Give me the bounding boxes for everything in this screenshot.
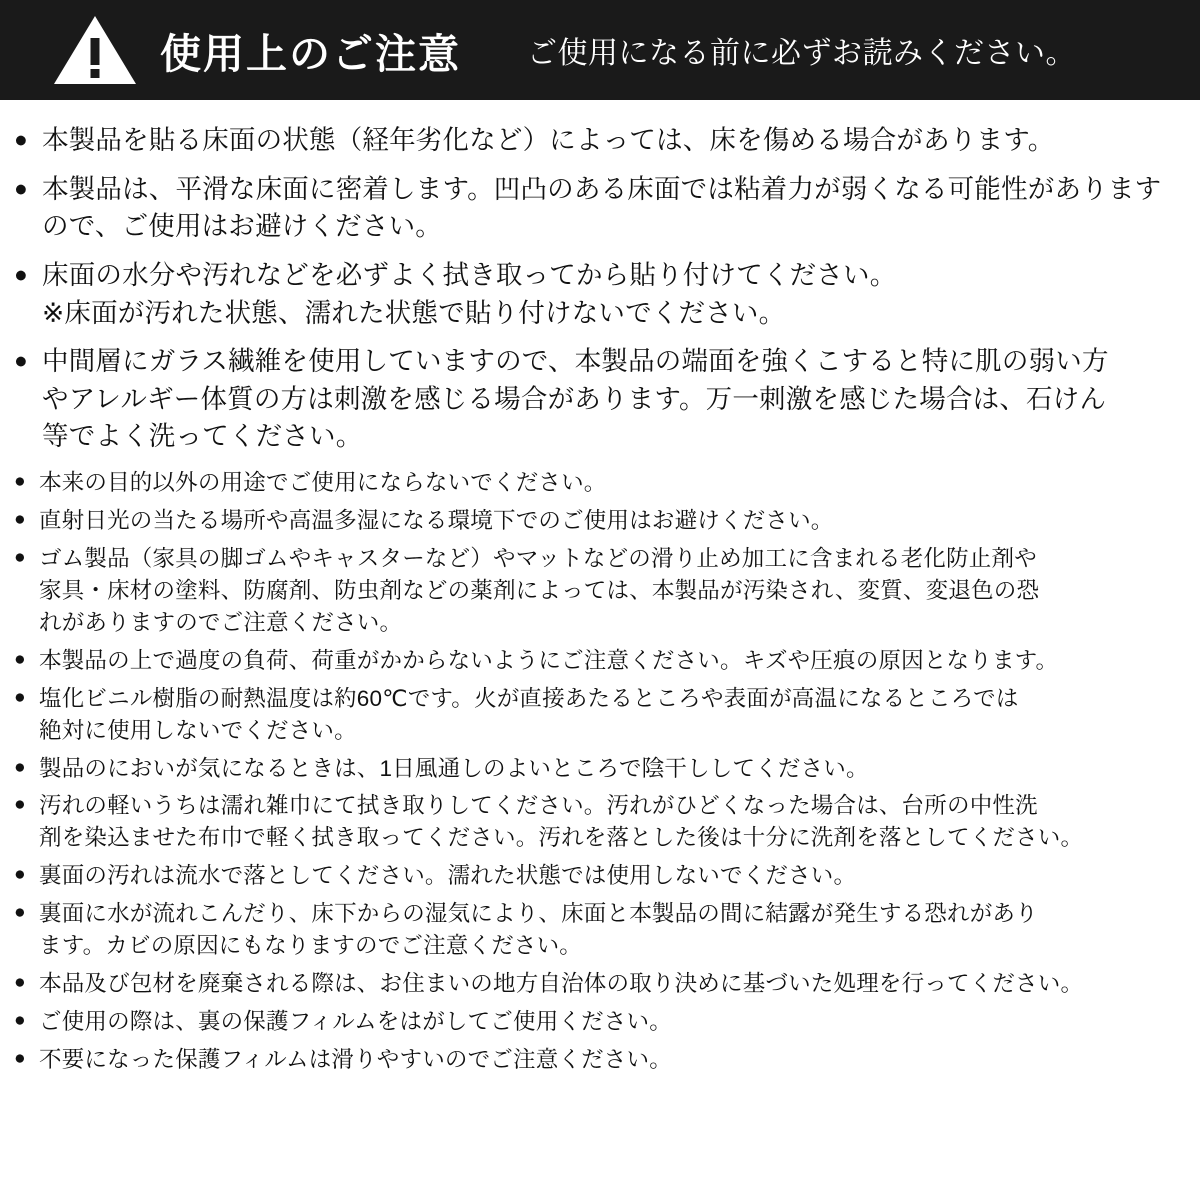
header-subtitle: ご使用になる前に必ずお読みください。 — [527, 37, 1076, 70]
note-line: ゴム製品（家具の脚ゴムやキャスターなど）やマットなどの滑り止め加工に含まれる老化防止剤や — [39, 545, 1037, 571]
note-line: 本製品の上で過度の負荷、荷重がかからないようにご注意ください。キズや圧痕の原因となります。 — [39, 647, 1059, 673]
note-line: 等でよく洗ってください。 — [42, 421, 363, 452]
note-line: やアレルギー体質の方は刺激を感じる場合があります。万一刺激を感じた場合は、石けん — [42, 383, 1107, 414]
note-line: 不要になった保護フィルムは滑りやすいのでご注意ください。 — [39, 1047, 672, 1072]
page-title: 使用上のご注意 — [160, 30, 461, 77]
list-item — [14, 1044, 1182, 1076]
note-line: 本製品は、平滑な床面に密着します。凹凸のある床面では粘着力が弱くなる可能性があります — [42, 173, 1162, 204]
note-line: 本品及び包材を廃棄される際は、お住まいの地方自治体の取り決めに基づいた処理を行ってください。 — [39, 971, 1084, 997]
list-item — [14, 343, 1182, 456]
list-item — [14, 257, 1182, 332]
list-item — [14, 1006, 1182, 1038]
note-line: 床面の水分や汚れなどを必ずよく拭き取ってから貼り付けてください。 — [42, 259, 897, 290]
warning-header-banner — [0, 0, 1200, 100]
warning-triangle-icon — [52, 13, 138, 87]
list-item — [14, 753, 1182, 785]
note-line: 本来の目的以外の用途でご使用にならないでください。 — [39, 470, 607, 495]
list-item — [14, 683, 1182, 747]
list-item — [14, 645, 1182, 677]
notice-content — [0, 100, 1200, 1076]
note-line: 塩化ビニル樹脂の耐熱温度は約60℃です。火が直接あたるところや表面が高温になるところでは — [39, 685, 1019, 711]
note-line: 直射日光の当たる場所や高温多湿になる環境下でのご使用はお避けください。 — [39, 507, 834, 533]
note-line: 裏面に水が流れこんだり、床下からの湿気により、床面と本製品の間に結露が発生する恐れがあり — [39, 901, 1038, 927]
note-line: ご使用の際は、裏の保護フィルムをはがしてご使用ください。 — [39, 1009, 672, 1035]
note-line: 剤を染込ませた布巾で軽く拭き取ってください。汚れを落とした後は十分に洗剤を落としてください。 — [39, 825, 1084, 851]
note-line: 汚れの軽いうちは濡れ雑巾にて拭き取りしてください。汚れがひどくなった場合は、台所の中性洗 — [39, 793, 1038, 819]
note-line: 本製品を貼る床面の状態（経年劣化など）によっては、床を傷める場合があります。 — [42, 125, 1055, 155]
note-line: ので、ご使用はお避けください。 — [42, 211, 442, 242]
list-item — [14, 968, 1182, 1000]
list-item — [14, 898, 1182, 962]
list-item — [14, 505, 1182, 537]
note-line: 家具・床材の塗料、防腐剤、防虫剤などの薬剤によっては、本製品が汚染され、変質、変退色の恐 — [39, 577, 1040, 603]
secondary-notes-list — [14, 467, 1182, 1076]
note-line: ます。カビの原因にもなりますのでご注意ください。 — [39, 933, 583, 959]
note-line: 裏面の汚れは流水で落としてください。濡れた状態では使用しないでください。 — [39, 863, 857, 889]
list-item — [14, 543, 1182, 639]
note-line: れがありますのでご注意ください。 — [39, 609, 403, 635]
list-item — [14, 122, 1182, 160]
note-line: 中間層にガラス繊維を使用していますので、本製品の端面を強くこすると特に肌の弱い方 — [42, 346, 1109, 377]
primary-notes-list — [14, 122, 1182, 456]
list-item — [14, 860, 1182, 892]
list-item — [14, 790, 1182, 854]
note-line: 絶対に使用しないでください。 — [39, 717, 357, 743]
note-line: ※床面が汚れた状態、濡れた状態で貼り付けないでください。 — [42, 297, 786, 328]
list-item — [14, 171, 1182, 246]
note-line: 製品のにおいが気になるときは、1日風通しのよいところで陰干ししてください。 — [39, 755, 869, 781]
list-item — [14, 467, 1182, 499]
